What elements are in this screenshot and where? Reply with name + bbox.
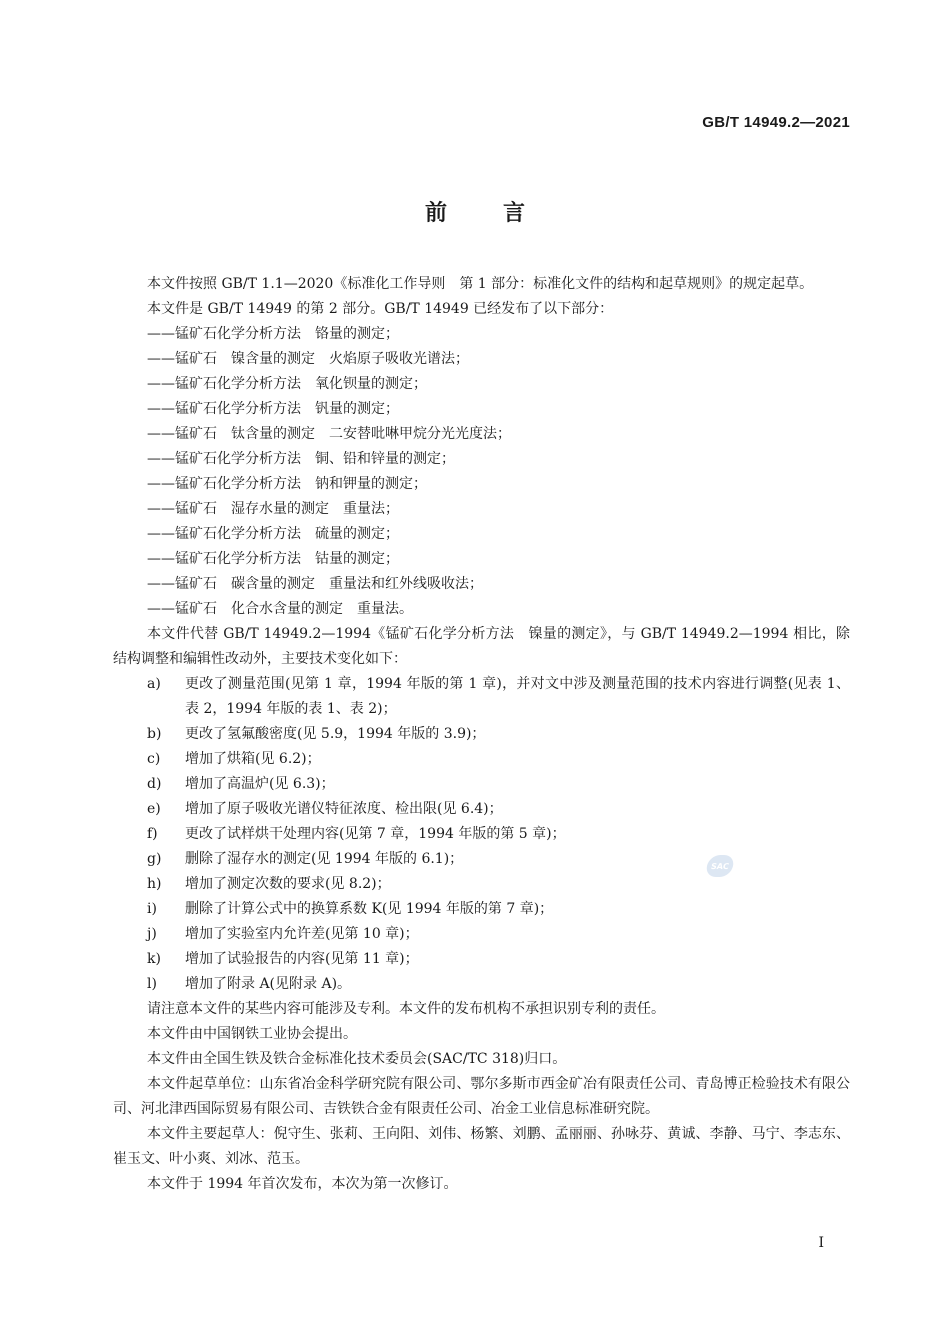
list-item: ——锰矿石化学分析方法 钒量的测定； [147,401,399,417]
item-text: 更改了测量范围(见第 1 章，1994 年版的第 1 章)，并对文中涉及测量范围的技术内容进行调整(见表 1、表 2，1994 年版的表 1、表 2)； [185,676,850,717]
list-item [113,772,850,797]
item-text: 更改了试样烘干处理内容(见第 7 章，1994 年版的第 5 章)； [185,826,566,842]
page-title: 前言 [424,201,581,226]
list-item [113,922,850,947]
list-item: ——锰矿石 化合水含量的测定 重量法。 [147,601,413,617]
list-item: ——锰矿石化学分析方法 铬量的测定； [147,326,399,342]
item-text: 增加了烘箱(见 6.2)； [185,751,321,767]
parts-list [113,322,850,622]
item-label: i) [147,901,157,917]
list-item [113,947,850,972]
list-item: ——锰矿石化学分析方法 硫量的测定； [147,526,399,542]
list-item: ——锰矿石 湿存水量的测定 重量法； [147,501,399,517]
list-item [113,972,850,997]
item-label: h) [147,876,162,892]
document-body [113,272,850,1197]
list-item: ——锰矿石化学分析方法 钠和钾量的测定； [147,476,427,492]
item-text: 删除了计算公式中的换算系数 K(见 1994 年版的第 7 章)； [185,901,554,917]
item-label: k) [147,951,161,967]
list-item [113,722,850,747]
item-text: 增加了实验室内允许差(见第 10 章)； [185,926,419,942]
item-label: c) [147,751,161,767]
item-label: a) [147,676,161,692]
replace-paragraph: 本文件代替 GB/T 14949.2—1994《锰矿石化学分析方法 镍量的测定》，与 GB/T 14949.2—1994 相比，除结构调整和编辑性改动外，主要技术变化如下： [113,626,850,667]
patent-notice: 请注意本文件的某些内容可能涉及专利。本文件的发布机构不承担识别专利的责任。 [147,1001,665,1017]
list-item [113,897,850,922]
list-item [113,747,850,772]
item-text: 增加了原子吸收光谱仪特征浓度、检出限(见 6.4)； [185,801,503,817]
item-label: d) [147,776,162,792]
intro-paragraph: 本文件是 GB/T 14949 的第 2 部分。GB/T 14949 已经发布了以下部分： [147,301,614,317]
list-item: ——锰矿石 钛含量的测定 二安替吡啉甲烷分光光度法； [147,426,511,442]
item-text: 增加了试验报告的内容(见第 11 章)； [185,951,419,967]
item-text: 删除了湿存水的测定(见 1994 年版的 6.1)； [185,851,464,867]
list-item [113,797,850,822]
list-item: ——锰矿石 镍含量的测定 火焰原子吸收光谱法； [147,351,469,367]
item-text: 增加了附录 A(见附录 A)。 [185,976,352,992]
drafters-paragraph: 本文件主要起草人：倪守生、张莉、王向阳、刘伟、杨繁、刘鹏、孟丽丽、孙咏芬、黄诚、李静、马宁、李志东、崔玉文、叶小爽、刘冰、范玉。 [113,1126,850,1167]
item-label: l) [147,976,157,992]
standard-number: GB/T 14949.2—2021 [702,114,850,131]
list-item: ——锰矿石化学分析方法 氧化钡量的测定； [147,376,427,392]
item-label: j) [147,926,157,942]
list-item: ——锰矿石化学分析方法 钴量的测定； [147,551,399,567]
item-label: b) [147,726,162,742]
history-paragraph: 本文件于 1994 年首次发布，本次为第一次修订。 [147,1176,458,1192]
item-label: g) [147,851,162,867]
item-text: 增加了测定次数的要求(见 8.2)； [185,876,391,892]
proposer-paragraph: 本文件由中国钢铁工业协会提出。 [147,1026,357,1042]
item-label: f) [147,826,158,842]
list-item [113,872,850,897]
committee-paragraph: 本文件由全国生铁及铁合金标准化技术委员会(SAC/TC 318)归口。 [147,1051,567,1067]
list-item [113,672,850,722]
list-item: ——锰矿石 碳含量的测定 重量法和红外线吸收法； [147,576,483,592]
page-number: I [818,1235,824,1251]
list-item [113,847,850,872]
sac-watermark-logo: SAC [705,855,736,877]
item-label: e) [147,801,161,817]
list-item [113,822,850,847]
changes-list [113,672,850,997]
list-item: ——锰矿石化学分析方法 铜、铅和锌量的测定； [147,451,455,467]
item-text: 增加了高温炉(见 6.3)； [185,776,335,792]
drafting-units-paragraph: 本文件起草单位：山东省冶金科学研究院有限公司、鄂尔多斯市西金矿冶有限责任公司、青岛博正检验技术有限公司、河北津西国际贸易有限公司、吉铁铁合金有限责任公司、冶金工业信息标准研究院。 [113,1076,850,1117]
intro-paragraph: 本文件按照 GB/T 1.1—2020《标准化工作导则 第 1 部分：标准化文件的结构和起草规则》的规定起草。 [147,276,814,292]
item-text: 更改了氢氟酸密度(见 5.9，1994 年版的 3.9)； [185,726,486,742]
